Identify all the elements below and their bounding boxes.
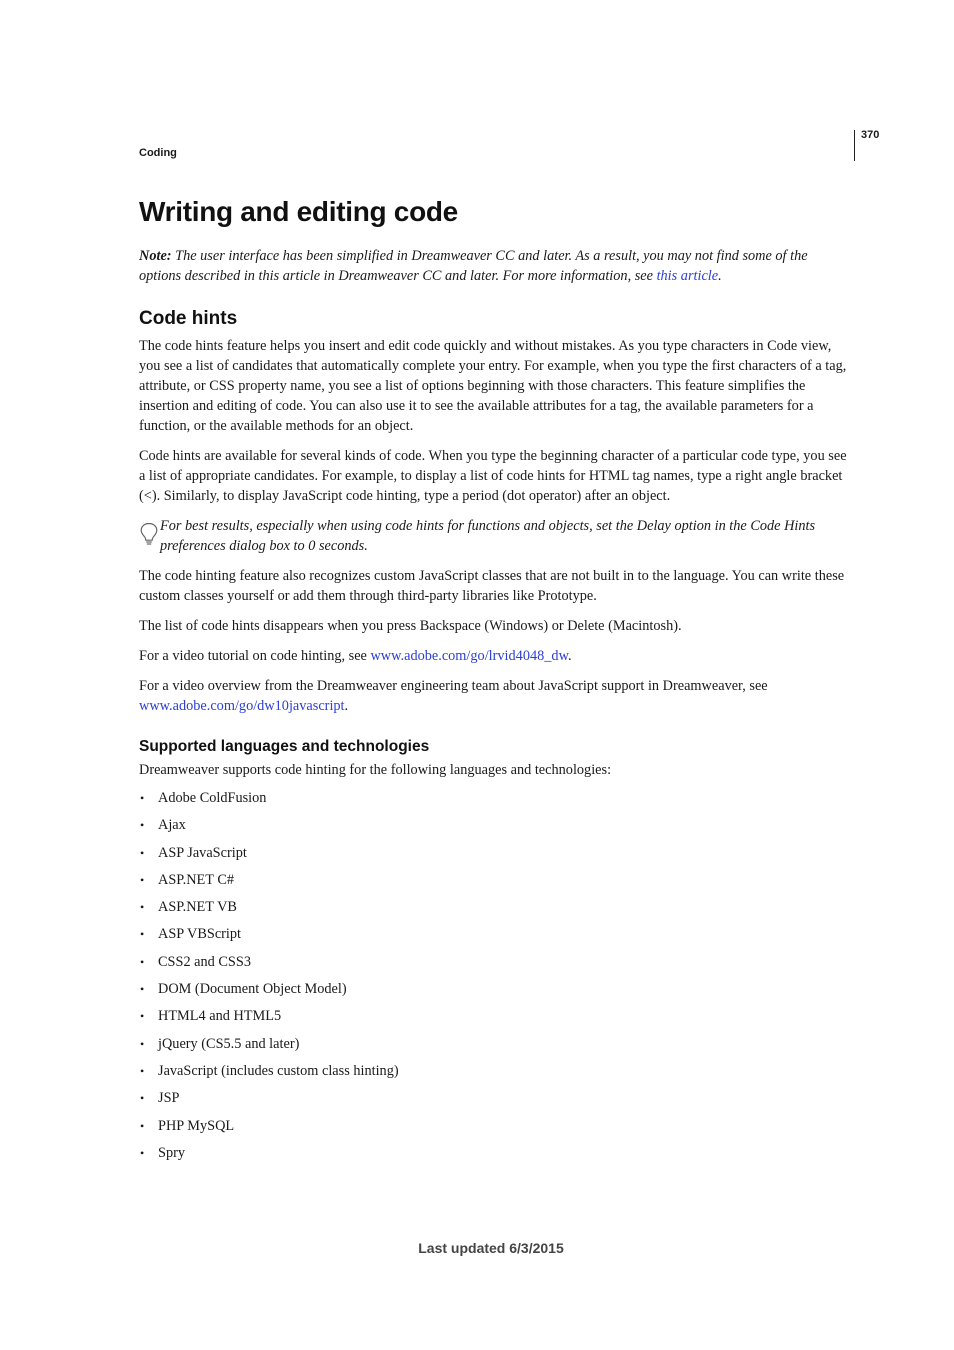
list-item — [139, 1088, 851, 1108]
bullet: • — [140, 845, 145, 860]
video-tutorial-paragraph — [139, 646, 851, 666]
code-hints-heading: Code hints — [139, 308, 238, 329]
lightbulb-icon — [139, 522, 159, 546]
video-tutorial-text-end: . — [567, 648, 572, 664]
list-item — [139, 788, 851, 808]
list-item — [139, 815, 851, 835]
list-item-label: ASP VBScript — [158, 926, 242, 943]
list-item-label: Adobe ColdFusion — [158, 790, 267, 806]
running-header-section: Coding — [139, 147, 177, 159]
list-item — [139, 1116, 851, 1136]
code-hints-paragraph-4: The list of code hints disappears when you press Backspace (Windows) or Delete (Macintosh). — [139, 618, 682, 634]
video-overview-text-end: . — [344, 698, 349, 714]
bullet: • — [140, 1118, 145, 1133]
list-item-label: JavaScript (includes custom class hinting) — [158, 1062, 399, 1079]
this-article-link[interactable]: this article — [656, 268, 719, 284]
bullet: • — [140, 927, 145, 942]
bullet: • — [140, 982, 145, 997]
page-footer: Last updated 6/3/2015 — [418, 1240, 564, 1256]
note-label: Note: — [139, 248, 172, 264]
page-number: 370 — [861, 129, 880, 141]
header-divider — [854, 130, 855, 161]
list-item-label: ASP.NET VB — [158, 899, 237, 916]
list-item — [139, 843, 851, 863]
bullet: • — [140, 954, 145, 969]
video-overview-link[interactable]: www.adobe.com/go/dw10javascript — [139, 698, 345, 714]
list-item — [139, 924, 851, 944]
video-overview-text: For a video overview from the Dreamweaver engineering team about JavaScript support in Dreamweaver, see — [139, 678, 768, 694]
bullet: • — [140, 900, 145, 915]
video-tutorial-text: For a video tutorial on code hinting, see — [139, 648, 371, 664]
language-list — [139, 788, 851, 1163]
list-item — [139, 897, 851, 917]
list-item-label: PHP MySQL — [158, 1117, 235, 1134]
list-item — [139, 870, 851, 890]
note-text: The user interface has been simplified in Dreamweaver CC and later. As a result, you may not find some of the options described in this article in Dreamweaver CC and later. For more information, see — [139, 248, 808, 284]
bullet: • — [140, 1145, 145, 1160]
supported-intro: Dreamweaver supports code hinting for the following languages and technologies: — [139, 762, 612, 778]
code-hints-paragraph-1: The code hints feature helps you insert and edit code quickly and without mistakes. As you type characters in Code view, you see a list of candidates that automatically complete your entry. For example, when you type the first characters of a tag, attribute, or CSS property name, you see a list of options beginning with those characters. This feature simplifies the insertion and editing of code. You can also use it to see the available attributes for a tag, the available parameters for a function, or the available methods for an object. — [139, 338, 847, 434]
list-item-label: ASP.NET C# — [158, 871, 235, 888]
tip-text: For best results, especially when using code hints for functions and objects, set the Delay option in the Code Hints preferences dialog box to 0 seconds. — [160, 518, 816, 554]
list-item — [139, 1143, 851, 1163]
bullet: • — [140, 791, 145, 805]
bullet: • — [140, 1036, 145, 1051]
list-item-label: JSP — [158, 1090, 180, 1107]
list-item-label: CSS2 and CSS3 — [158, 953, 251, 970]
bullet: • — [140, 1063, 145, 1078]
list-item — [139, 952, 851, 972]
bullet: • — [140, 818, 145, 833]
bullet: • — [140, 1091, 145, 1106]
video-overview-paragraph — [139, 676, 851, 716]
note-paragraph — [139, 246, 851, 286]
list-item — [139, 1034, 851, 1054]
list-item-label: jQuery (CS5.5 and later) — [158, 1035, 300, 1052]
list-item-label: Spry — [158, 1144, 186, 1161]
page-content — [139, 196, 851, 1170]
tip-paragraph — [139, 516, 851, 556]
list-item-label: HTML4 and HTML5 — [158, 1008, 282, 1025]
page-title: Writing and editing code — [139, 196, 458, 227]
video-tutorial-link[interactable]: www.adobe.com/go/lrvid4048_dw — [370, 648, 568, 664]
list-item — [139, 979, 851, 999]
list-item-label: DOM (Document Object Model) — [158, 981, 347, 998]
supported-languages-heading: Supported languages and technologies — [139, 738, 430, 755]
list-item-label: Ajax — [158, 817, 186, 834]
code-hints-paragraph-3: The code hinting feature also recognizes custom JavaScript classes that are not built in to the language. You can write these custom classes yourself or add them through third-party libraries like Prototype. — [139, 568, 845, 604]
note-text-end: . — [718, 268, 722, 284]
list-item — [139, 1061, 851, 1081]
bullet: • — [140, 872, 145, 887]
bullet: • — [140, 1009, 145, 1024]
code-hints-paragraph-2: Code hints are available for several kinds of code. When you type the beginning character of a particular code type, you see a list of appropriate candidates. For example, to display a list of code hints for HTML tag names, type a right angle bracket (<). Similarly, to display JavaScript code hinting, type a period (dot operator) after an object. — [139, 448, 847, 504]
list-item-label: ASP JavaScript — [158, 844, 247, 861]
list-item — [139, 1006, 851, 1026]
